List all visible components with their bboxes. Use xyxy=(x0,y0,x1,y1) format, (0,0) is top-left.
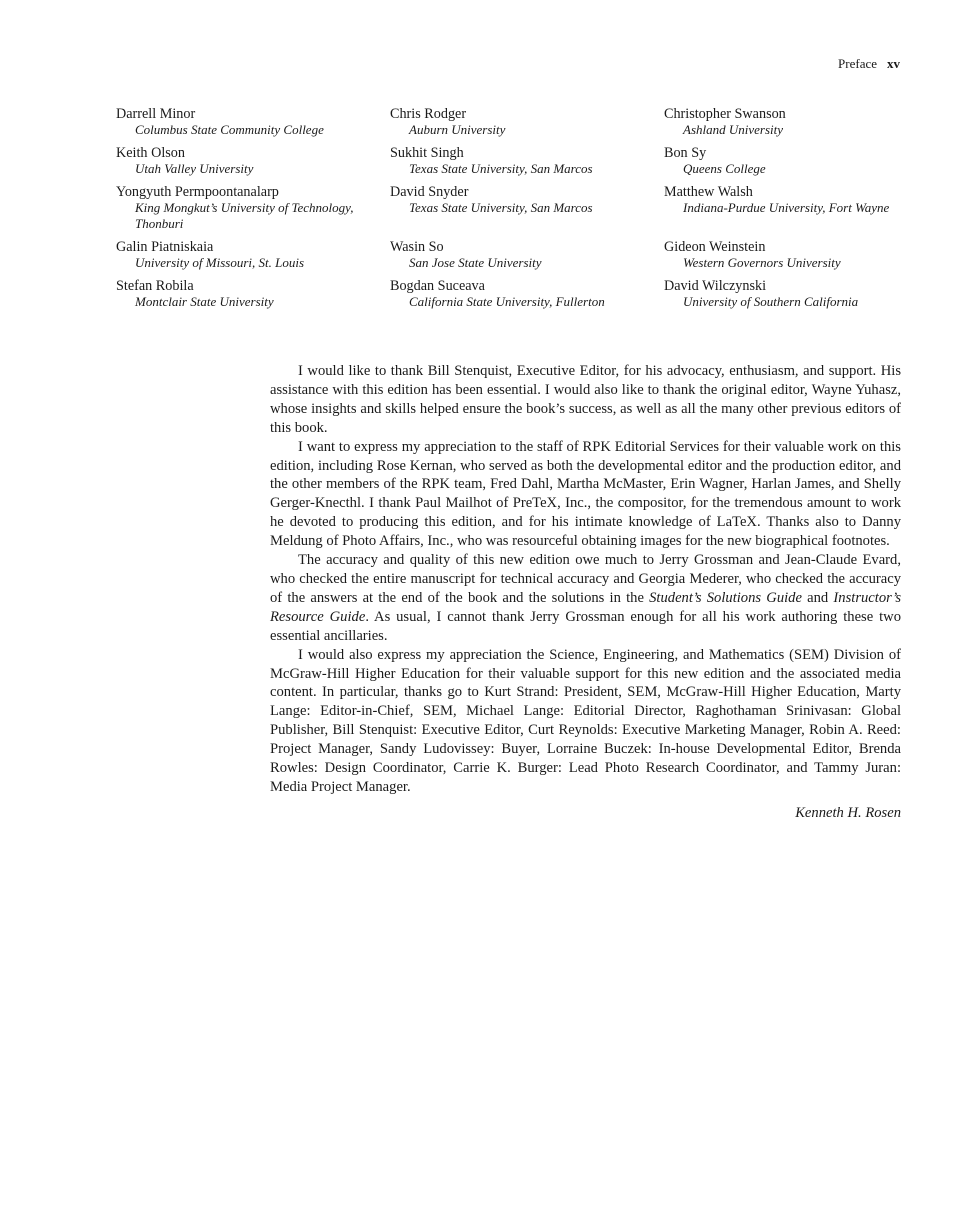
reviewer-entry xyxy=(664,145,906,177)
reviewer-entry xyxy=(390,184,664,232)
reviewer-institution: Montclair State University xyxy=(135,294,274,309)
reviewer-list xyxy=(116,106,906,310)
reviewer-entry xyxy=(116,239,390,271)
reviewer-entry xyxy=(116,278,390,310)
ack-paragraph-1: I would like to thank Bill Stenquist, Executive Editor, for his advocacy, enthusiasm, and support. His assistance with this edition has been essential. I would also like to thank the original editor, Wayne Yuhasz, whose insights and skills helped ensure the book’s success, as well as all the many other previous editors of this book. xyxy=(270,363,901,436)
reviewer-name: David Wilczynski xyxy=(664,278,767,294)
author-signature: Kenneth H. Rosen xyxy=(795,804,901,821)
page-number: xv xyxy=(887,56,900,71)
reviewer-name: Sukhit Singh xyxy=(390,145,464,161)
reviewer-name: Yongyuth Permpoontanalarp xyxy=(116,184,279,200)
reviewer-institution: King Mongkut’s University of Technology, Thonburi xyxy=(135,200,354,231)
reviewer-name: Christopher Swanson xyxy=(664,106,786,122)
reviewer-name: Keith Olson xyxy=(116,145,185,161)
instructors-resource-guide-title: Instructor’s Resource Guide xyxy=(270,589,901,625)
reviewer-name: Bon Sy xyxy=(664,145,707,161)
reviewer-institution: San Jose State University xyxy=(409,255,542,270)
reviewer-entry xyxy=(664,278,906,310)
reviewer-name: Darrell Minor xyxy=(116,106,196,122)
reviewer-institution: Ashland University xyxy=(683,122,784,137)
reviewer-entry xyxy=(664,184,906,232)
reviewer-name: Stefan Robila xyxy=(116,278,194,294)
reviewer-entry xyxy=(664,106,906,138)
students-solutions-guide-title: Student’s Solutions Guide xyxy=(649,589,802,606)
ack-paragraph-3-text-b: . As usual, I cannot thank Jerry Grossman enough for all his work authoring these two essential ancillaries. xyxy=(270,608,901,644)
reviewer-institution: University of Southern California xyxy=(683,294,859,309)
reviewer-name: Galin Piatniskaia xyxy=(116,239,214,255)
ack-paragraph-2: I want to express my appreciation to the staff of RPK Editorial Services for their valuable work on this edition, including Rose Kernan, who served as both the developmental editor and the production editor, and the other members of the RPK team, Fred Dahl, Martha McMaster, Erin Wagner, Harlan James, and Shelly Gerger-Knecthl. I thank Paul Mailhot of PreTeX, Inc., the compositor, for the tremendous amount to work he devoted to producing this edition, and for his intimate knowledge of LaTeX. Thanks also to Danny Meldung of Photo Affairs, Inc., who was resourceful obtaining images for the new biographical footnotes. xyxy=(270,438,901,550)
reviewer-institution: Western Governors University xyxy=(683,255,841,270)
acknowledgments xyxy=(270,362,901,822)
reviewer-institution: Utah Valley University xyxy=(135,161,254,176)
reviewer-name: Matthew Walsh xyxy=(664,184,753,200)
reviewer-entry xyxy=(116,145,390,177)
reviewer-institution: California State University, Fullerton xyxy=(409,294,605,309)
reviewer-entry xyxy=(390,278,664,310)
reviewer-name: Bogdan Suceava xyxy=(390,278,485,294)
reviewer-institution: Texas State University, San Marcos xyxy=(409,200,593,215)
reviewer-institution: Indiana-Purdue University, Fort Wayne xyxy=(683,200,890,215)
reviewer-name: Wasin So xyxy=(390,239,444,255)
ack-paragraph-3 xyxy=(270,551,901,646)
reviewer-institution: Columbus State Community College xyxy=(135,122,324,137)
reviewer-entry xyxy=(116,106,390,138)
reviewer-name: David Snyder xyxy=(390,184,469,200)
ack-paragraph-3-and: and xyxy=(801,589,834,606)
reviewer-institution: Auburn University xyxy=(409,122,506,137)
reviewer-entry xyxy=(390,106,664,138)
reviewer-name: Chris Rodger xyxy=(390,106,467,122)
reviewer-entry xyxy=(390,239,664,271)
reviewer-institution: University of Missouri, St. Louis xyxy=(135,255,305,270)
ack-paragraph-4: I would also express my appreciation the Science, Engineering, and Mathematics (SEM) Division of McGraw-Hill Higher Education for their valuable support for this new edition and the associated media content. In particular, thanks go to Kurt Strand: President, SEM, McGraw-Hill Higher Education, Marty Lange: Editor-in-Chief, SEM, Michael Lange: Editorial Director, Raghothaman Srinivasan: Global Publisher, Bill Stenquist: Executive Editor, Curt Reynolds: Executive Marketing Manager, Robin A. Reed: Project Manager, Sandy Ludovissey: Buyer, Lorraine Buczek: In-house Developmental Editor, Brenda Rowles: Design Coordinator, Carrie K. Burger: Lead Photo Research Coordinator, and Tammy Juran: Media Project Manager. xyxy=(270,646,901,795)
reviewer-name: Gideon Weinstein xyxy=(664,239,766,255)
reviewer-entry xyxy=(116,184,390,232)
reviewer-institution: Texas State University, San Marcos xyxy=(409,161,593,176)
running-head xyxy=(838,56,900,72)
reviewer-entry xyxy=(664,239,906,271)
reviewer-entry xyxy=(390,145,664,177)
ack-paragraph-3-text-a: The accuracy and quality of this new edition owe much to Jerry Grossman and Jean-Claude Evard, who checked the entire manuscript for technical accuracy and Georgia Mederer, who checked the accuracy of the answers at the end of the book and the solutions in the xyxy=(270,552,901,606)
reviewer-institution: Queens College xyxy=(683,161,766,176)
running-head-section: Preface xyxy=(838,56,877,71)
